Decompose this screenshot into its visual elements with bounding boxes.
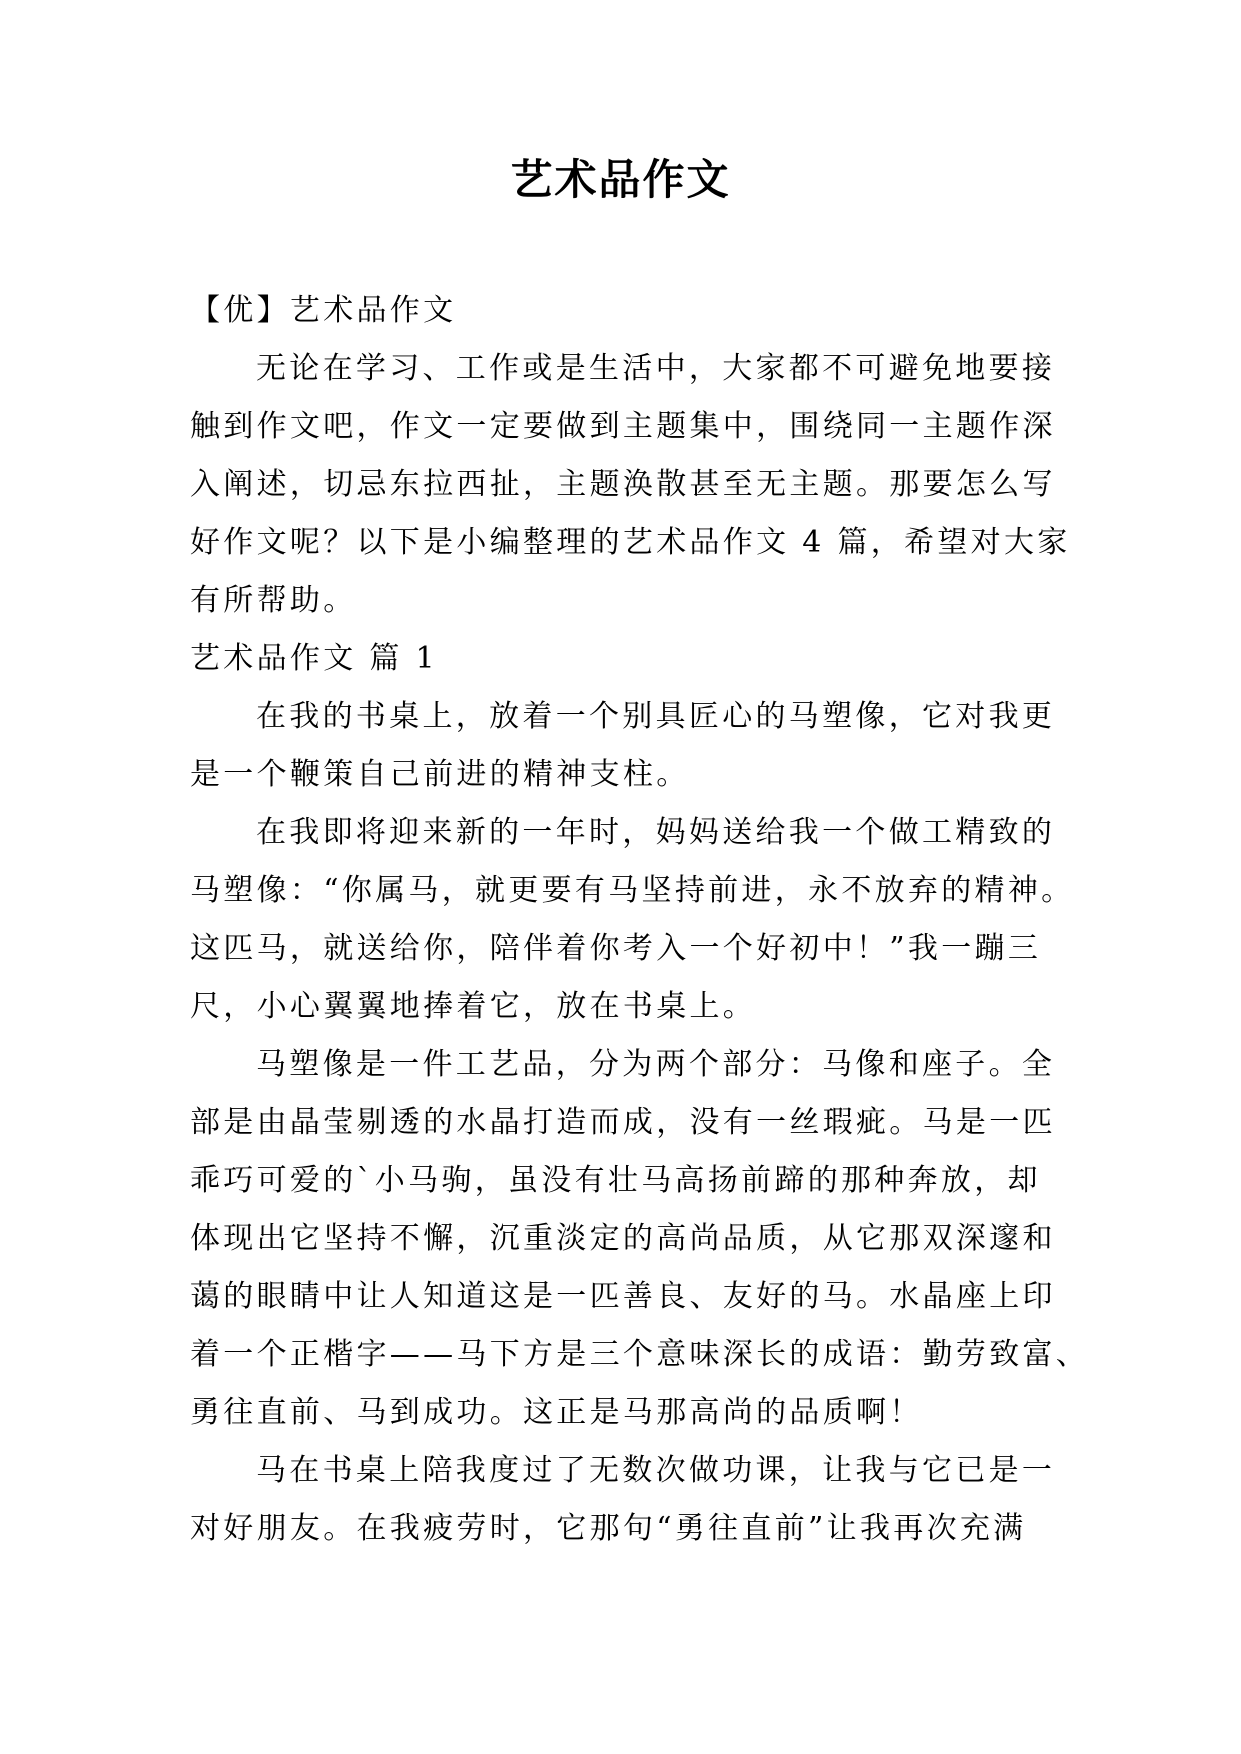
text-line: 艺术品作文 篇 1 <box>190 641 438 676</box>
text-line: 【优】艺术品作文 <box>190 293 457 328</box>
document-title: 艺术品作文 <box>510 155 731 204</box>
text-line: 乖巧可爱的`小马驹，虽没有壮马高扬前蹄的那种奔放，却 <box>190 1163 1041 1198</box>
text-line: 马塑像：“你属马，就更要有马坚持前进，永不放弃的精神。 <box>190 873 1075 908</box>
text-line: 在我即将迎来新的一年时，妈妈送给我一个做工精致的 <box>256 815 1056 850</box>
text-line: 在我的书桌上，放着一个别具匠心的马塑像，它对我更 <box>256 699 1056 734</box>
text-line: 部是由晶莹剔透的水晶打造而成，没有一丝瑕疵。马是一匹 <box>190 1105 1056 1140</box>
text-line: 马塑像是一件工艺品，分为两个部分：马像和座子。全 <box>256 1047 1056 1082</box>
text-line: 体现出它坚持不懈，沉重淡定的高尚品质，从它那双深邃和 <box>190 1221 1056 1256</box>
text-line: 对好朋友。在我疲劳时，它那句“勇往直前”让我再次充满 <box>190 1511 1027 1546</box>
text-line: 入阐述，切忌东拉西扯，主题涣散甚至无主题。那要怎么写 <box>190 467 1056 502</box>
text-line: 这匹马，就送给你，陪伴着你考入一个好初中！”我一蹦三 <box>190 931 1042 966</box>
document-body <box>190 282 1090 1558</box>
text-line: 着一个正楷字——马下方是三个意味深长的成语：勤劳致富、 <box>190 1337 1090 1372</box>
text-line: 无论在学习、工作或是生活中，大家都不可避免地要接 <box>256 351 1056 386</box>
text-line: 蔼的眼睛中让人知道这是一匹善良、友好的马。水晶座上印 <box>190 1279 1056 1314</box>
text-line: 勇往直前、马到成功。这正是马那高尚的品质啊！ <box>190 1395 923 1430</box>
text-line: 触到作文吧，作文一定要做到主题集中，围绕同一主题作深 <box>190 409 1056 444</box>
text-line: 有所帮助。 <box>190 583 357 618</box>
text-line: 尺，小心翼翼地捧着它，放在书桌上。 <box>190 989 757 1024</box>
text-line: 马在书桌上陪我度过了无数次做功课，让我与它已是一 <box>256 1453 1056 1488</box>
text-line: 是一个鞭策自己前进的精神支柱。 <box>190 757 690 792</box>
text-line: 好作文呢？以下是小编整理的艺术品作文 4 篇，希望对大家 <box>190 525 1071 560</box>
